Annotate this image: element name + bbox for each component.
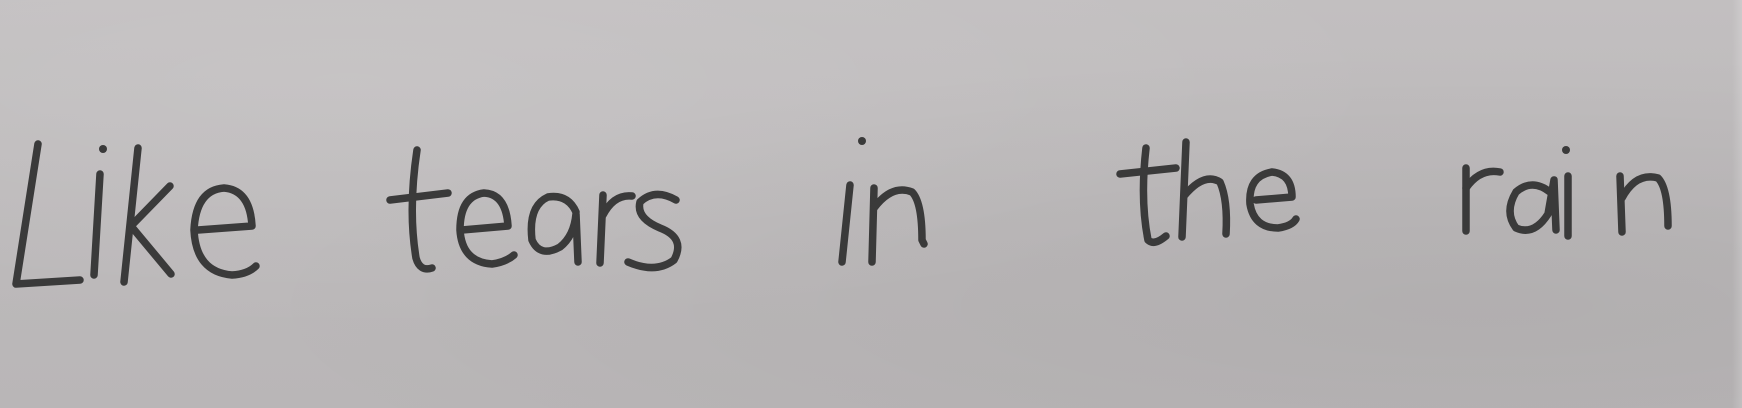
word-the bbox=[1120, 142, 1296, 242]
word-in bbox=[842, 137, 924, 262]
word-tears bbox=[390, 150, 678, 269]
word-like bbox=[16, 144, 256, 284]
word-rain bbox=[1466, 146, 1668, 236]
